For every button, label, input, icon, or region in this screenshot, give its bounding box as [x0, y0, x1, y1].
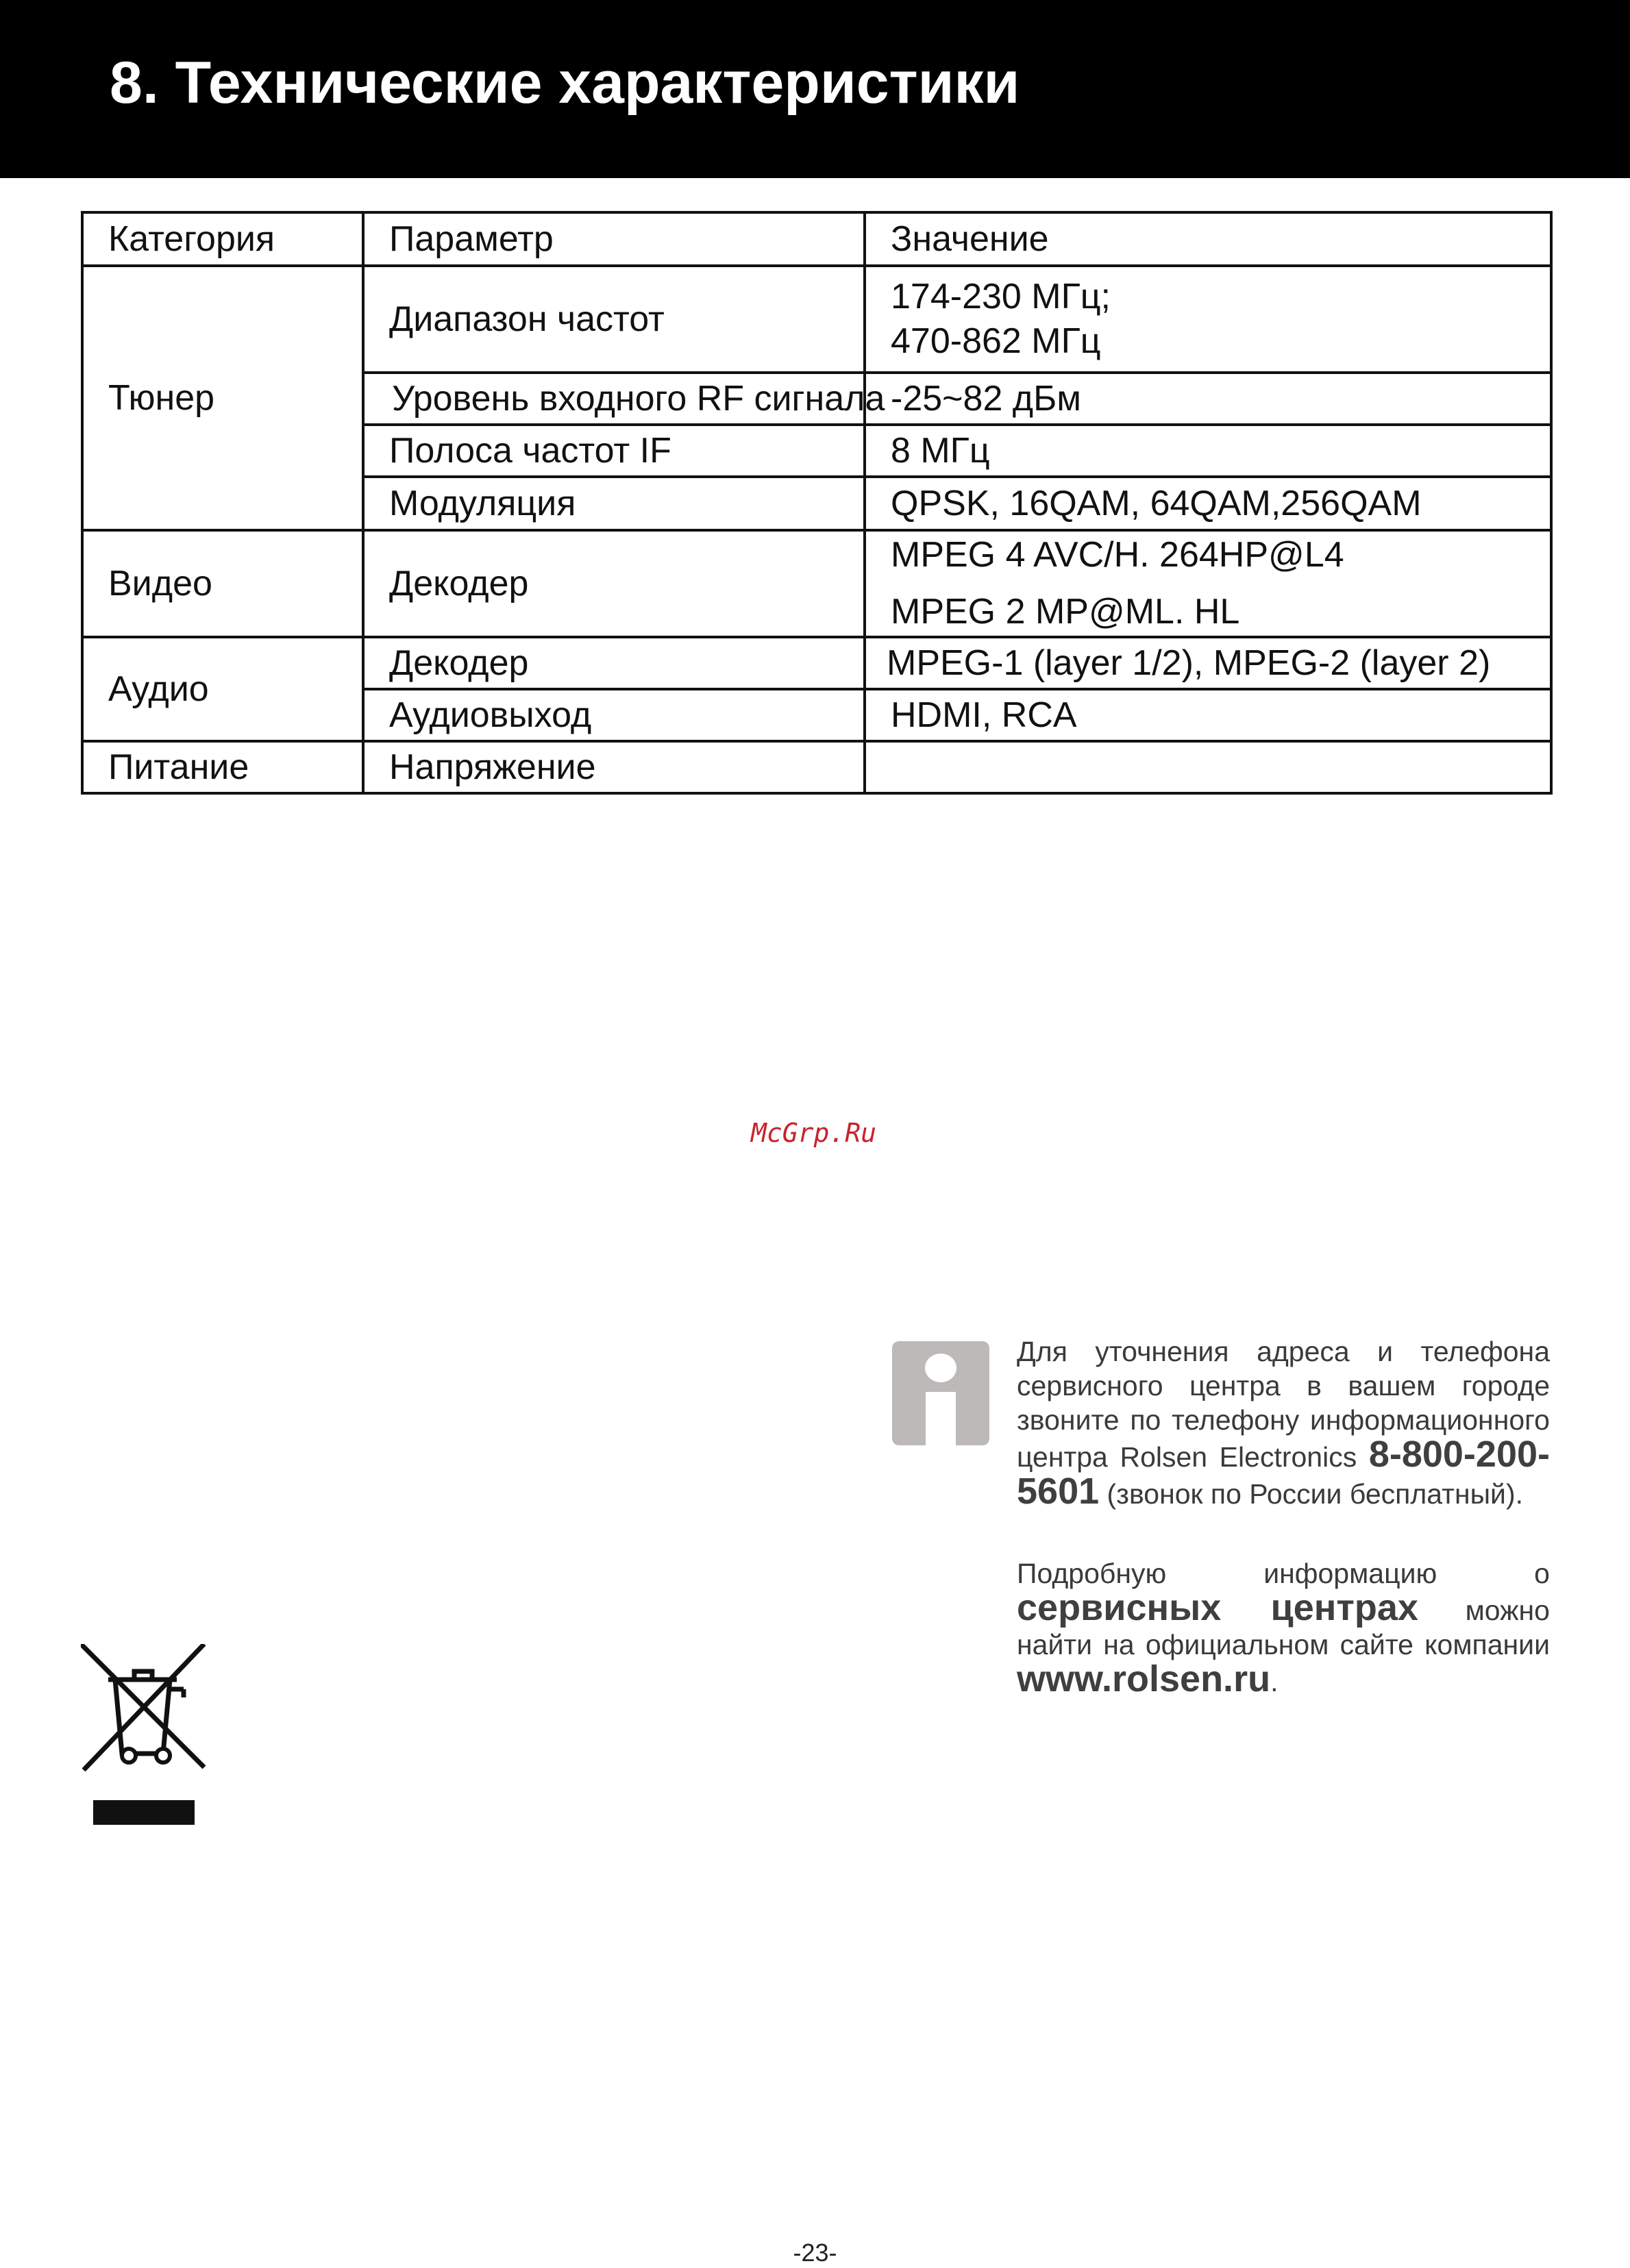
- header-value-label: Значение: [891, 219, 1049, 259]
- service-info-text-3: Подробную информацию о: [1017, 1558, 1550, 1589]
- service-info-text-2: (звонок по России бесплатный).: [1099, 1478, 1524, 1510]
- weee-recycle-icon: [81, 1644, 211, 1830]
- table-row: [82, 637, 1551, 689]
- service-info: [1017, 1334, 1550, 1699]
- category-tuner: Тюнер: [82, 266, 363, 530]
- value-audio-output: HDMI, RCA: [865, 689, 1551, 741]
- info-icon-dot: [925, 1354, 956, 1382]
- value-modulation: QPSK, 16QAM, 64QAM,256QAM: [865, 477, 1551, 530]
- service-centers-text: сервисных центрах: [1017, 1587, 1418, 1628]
- value-video-decoder: [865, 530, 1551, 637]
- page-header: [0, 0, 1630, 178]
- table-row: [82, 741, 1551, 793]
- info-icon-stem: [926, 1392, 956, 1445]
- value-voltage: [865, 741, 1551, 793]
- website-link[interactable]: www.rolsen.ru: [1017, 1658, 1271, 1699]
- param-video-decoder: Декодер: [363, 530, 865, 637]
- service-info-paragraph-2: [1017, 1556, 1550, 1699]
- table-row: [82, 266, 1551, 373]
- header-parameter: Параметр: [363, 212, 865, 266]
- value-rf-level: -25~82 дБм: [865, 373, 1551, 425]
- specs-table: [81, 211, 1553, 795]
- param-freq-range: Диапазон частот: [363, 266, 865, 373]
- category-audio: Аудио: [82, 637, 363, 741]
- service-info-end: .: [1270, 1666, 1279, 1697]
- value-audio-decoder: MPEG-1 (layer 1/2), MPEG-2 (layer 2): [865, 637, 1551, 689]
- param-voltage: Напряжение: [363, 741, 865, 793]
- param-audio-output: Аудиовыход: [363, 689, 865, 741]
- table-row: [82, 530, 1551, 637]
- service-info-paragraph-1: [1017, 1334, 1550, 1511]
- category-power: Питание: [82, 741, 363, 793]
- page-title: 8. Технические характеристики: [110, 50, 1020, 116]
- service-phone: 8-800-200-5601: [1017, 1434, 1550, 1512]
- info-icon: [892, 1341, 989, 1445]
- header-value: [865, 212, 1551, 266]
- watermark-text: McGrp.Ru: [751, 1118, 877, 1148]
- category-video: Видео: [82, 530, 363, 637]
- header-category: Категория: [82, 212, 363, 266]
- service-info-text-1: Для уточнения адреса и телефона сервисного центра в вашем городе звоните по телефону информационного центра Rolsen Electronics: [1017, 1336, 1550, 1473]
- service-info-text-4: можно найти на официальном сайте компании: [1017, 1595, 1550, 1660]
- table-header-row: [82, 212, 1551, 266]
- param-if-band: Полоса частот IF: [363, 425, 865, 477]
- param-audio-decoder: Декодер: [363, 637, 865, 689]
- page-number: -23-: [793, 2239, 837, 2267]
- value-video-decoder-1: MPEG 4 AVC/H. 264HP@L4: [891, 535, 1344, 575]
- value-video-decoder-2: MPEG 2 MP@ML. HL: [891, 592, 1240, 632]
- value-freq-range-2: 470-862 МГц: [891, 321, 1101, 361]
- value-freq-range-1: 174-230 МГц;: [891, 277, 1111, 316]
- param-modulation: Модуляция: [363, 477, 865, 530]
- value-freq-range: [865, 266, 1551, 373]
- param-rf-level: Уровень входного RF сигнала: [363, 373, 865, 425]
- value-if-band: 8 МГц: [865, 425, 1551, 477]
